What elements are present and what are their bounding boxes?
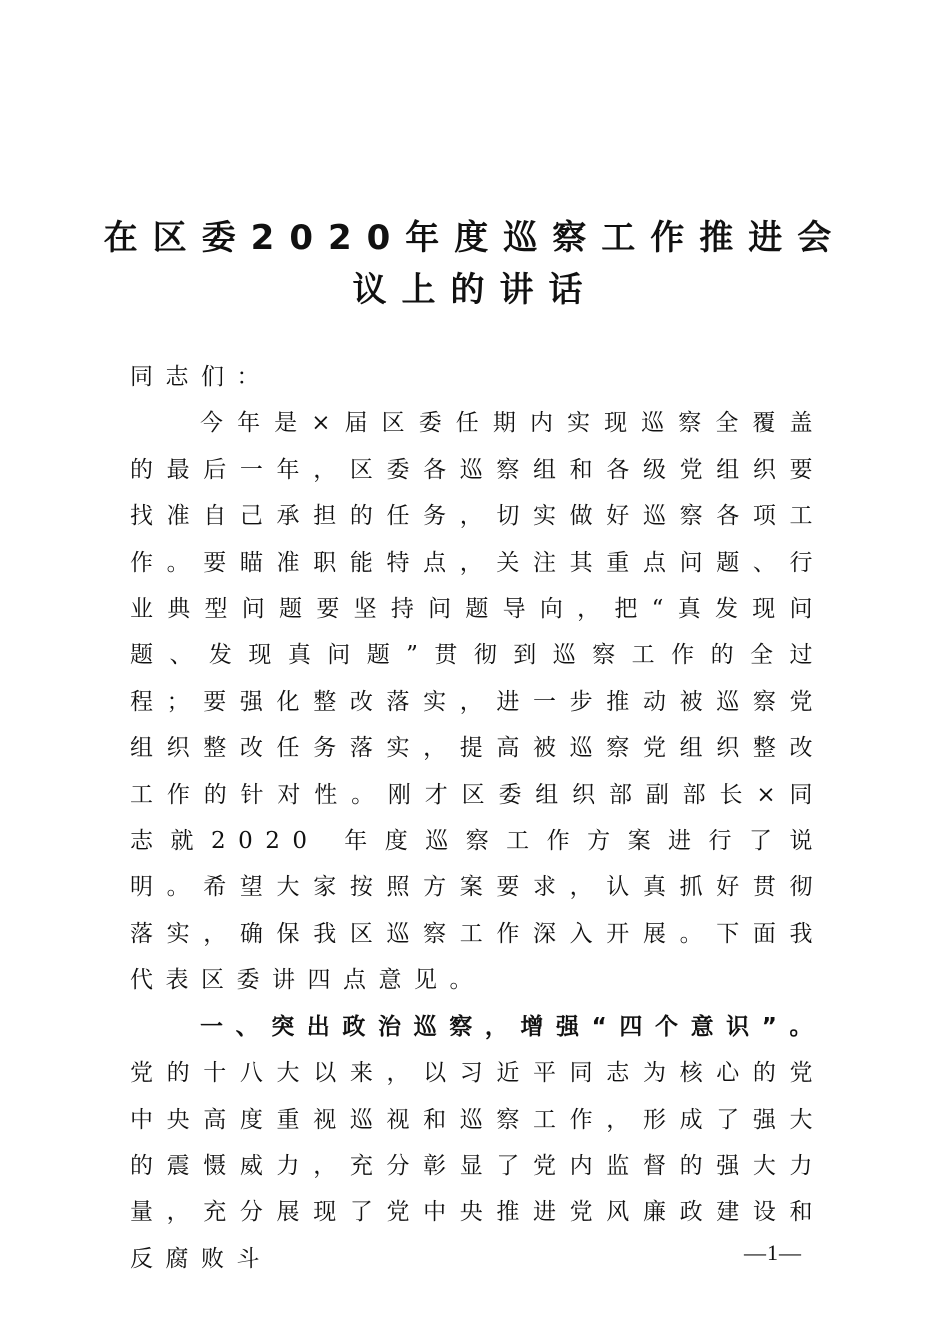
section-1-paragraph [130,1004,825,1282]
document-body [130,354,825,1282]
document-title [0,212,950,316]
salutation: 同志们： [130,364,272,390]
section-1-text: 党的十八大以来，以习近平同志为核心的党中央高度重视巡视和巡察工作，形成了强大的震慑威力，充分彰显了党内监督的强大力量，充分展现了党中央推进党风廉政建设和反腐败斗 [130,1060,825,1272]
title-line-1: 在区委2020年度巡察工作推进会 [103,218,847,258]
section-1-heading: 一、突出政治巡察，增强“四个意识”。 [200,1013,825,1040]
page-number: —1— [744,1240,802,1265]
paragraph-intro: 今年是×届区委任期内实现巡察全覆盖的最后一年，区委各巡察组和各级党组织要找准自己承担的任务，切实做好巡察各项工作。要瞄准职能特点，关注其重点问题、行业典型问题要坚持问题导向，把“真发现问题、发现真问题”贯彻到巡察工作的全过程；要强化整改落实，进一步推动被巡察党组织整改任务落实，提高被巡察党组织整改工作的针对性。刚才区委组织部副部长×同志就2020 年度巡察工作方案进行了说明。希望大家按照方案要求，认真抓好贯彻落实，确保我区巡察工作深入开展。下面我代表区委讲四点意见。 [130,410,825,994]
title-line-2: 议上的讲话 [352,270,598,310]
